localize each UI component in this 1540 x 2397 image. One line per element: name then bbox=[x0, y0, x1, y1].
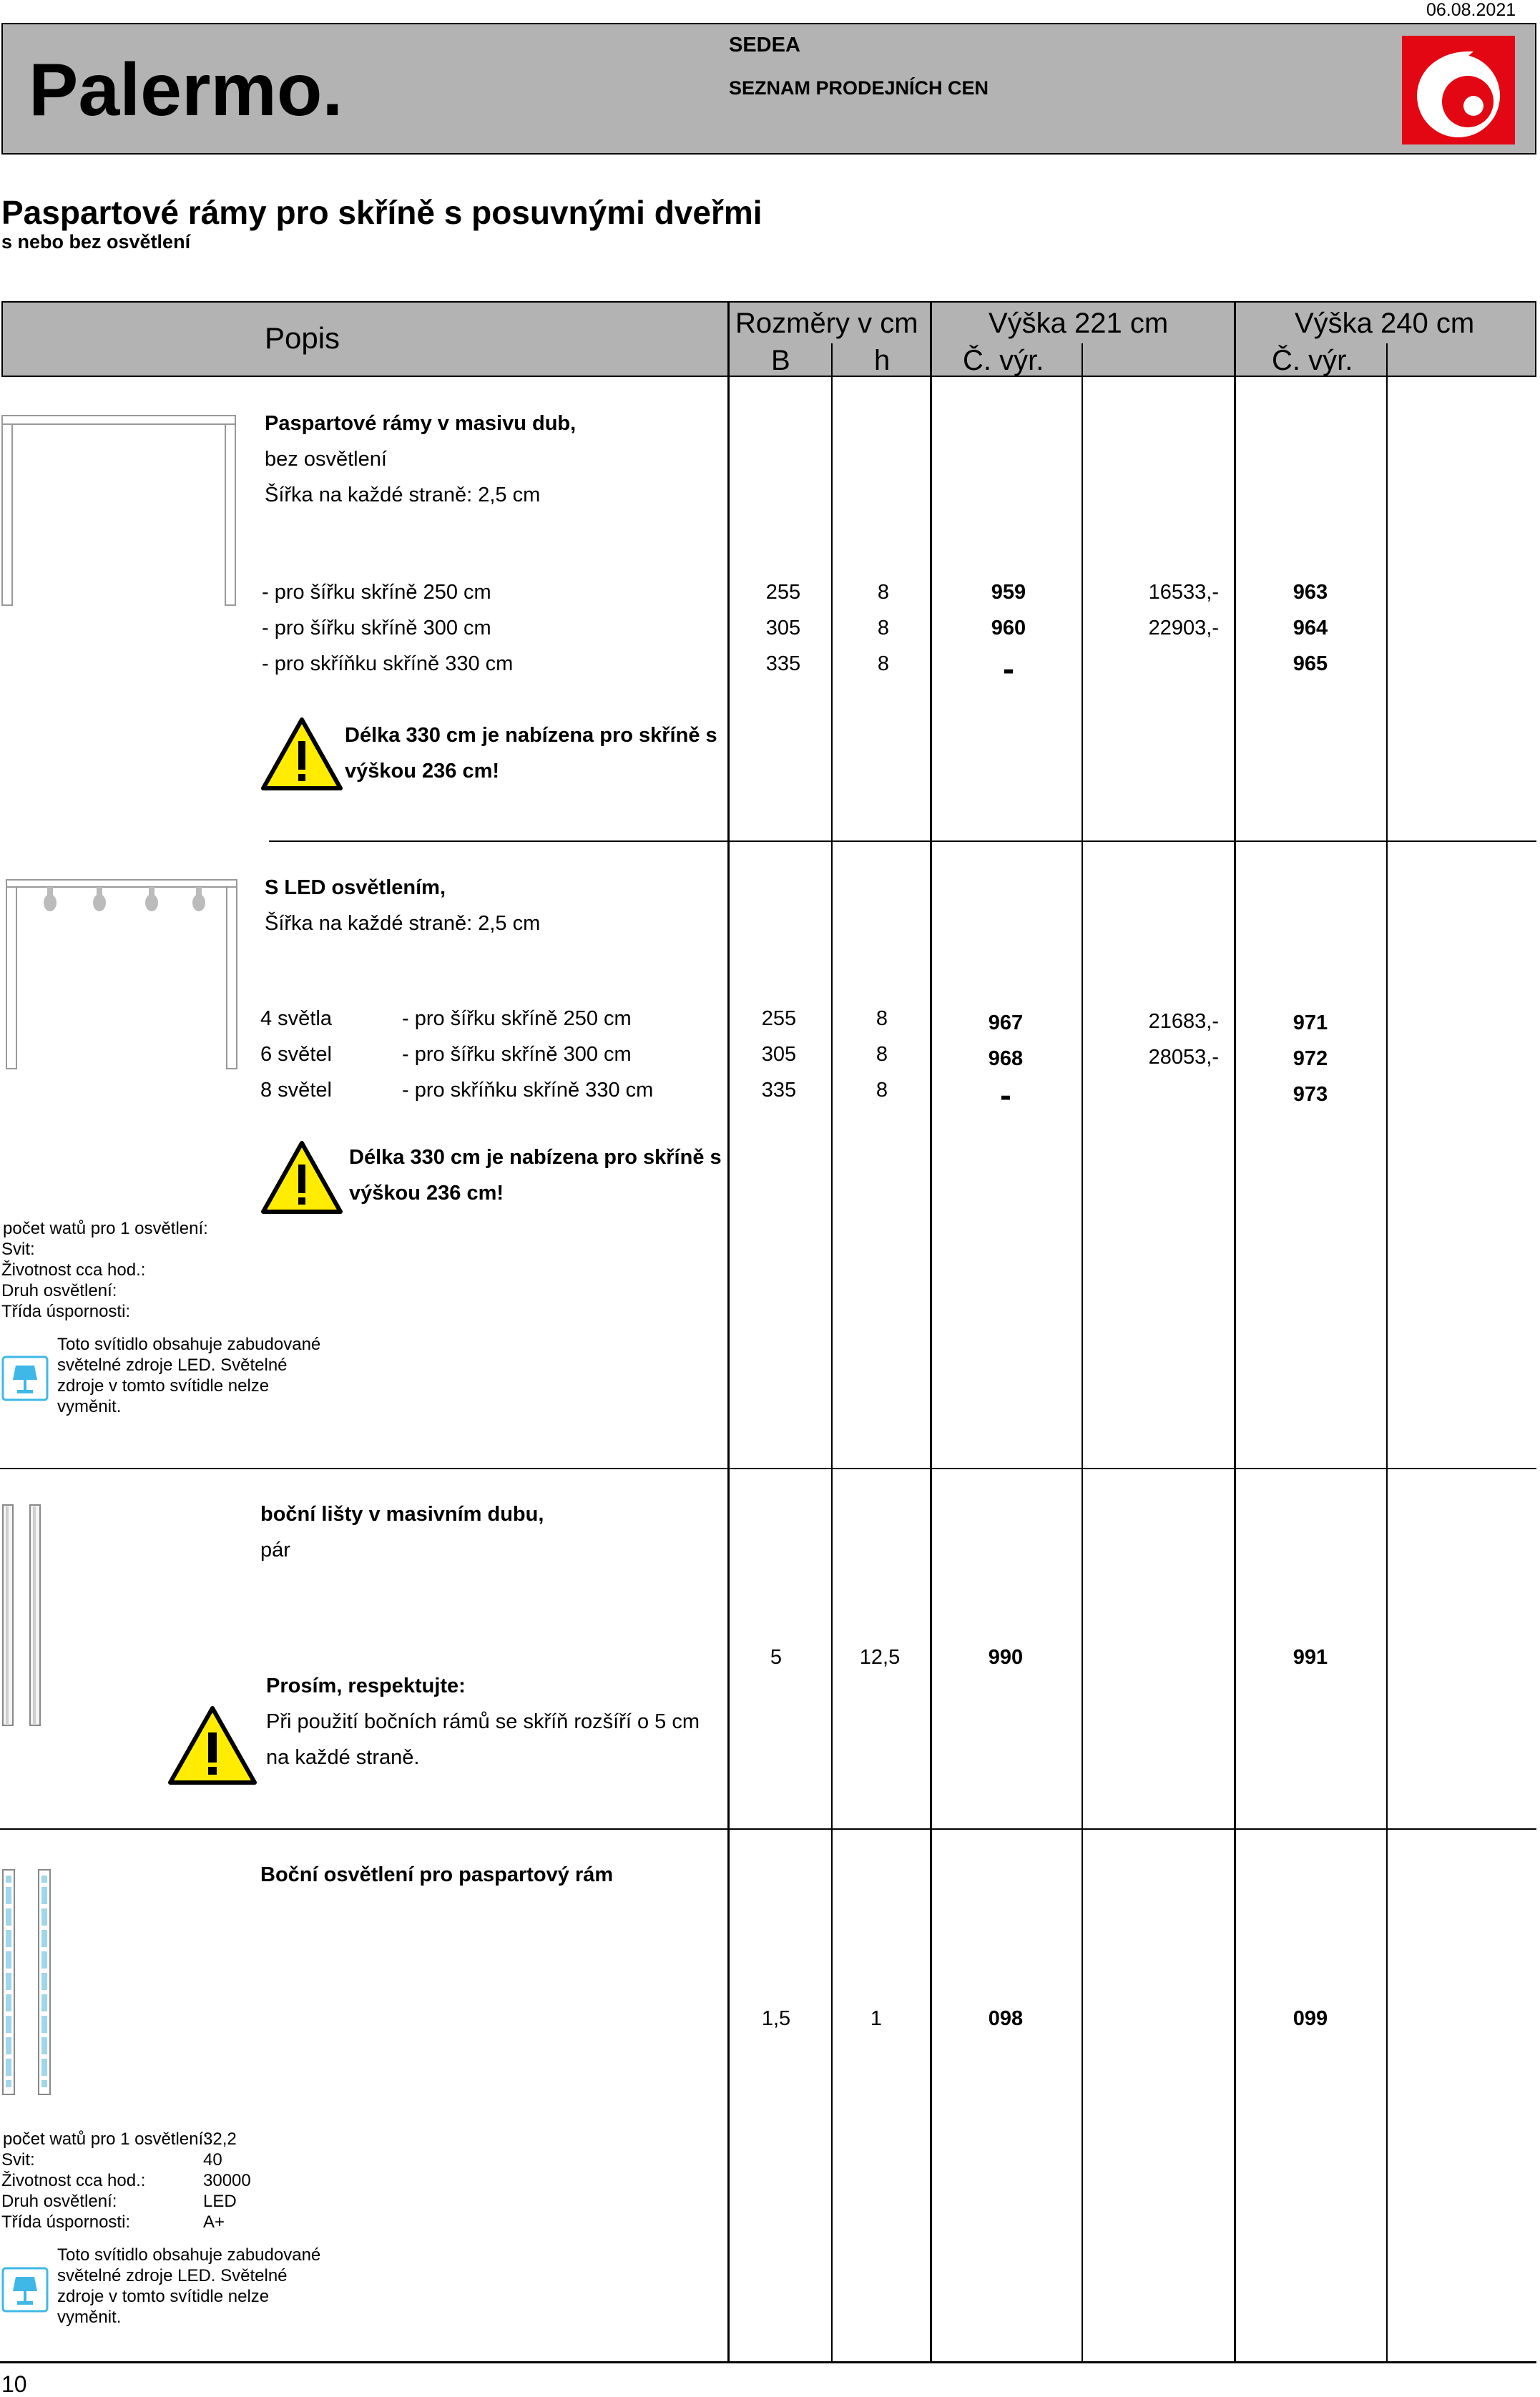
section3-desc: pár bbox=[260, 1539, 290, 1562]
led-note: světelné zdroje LED. Světelné bbox=[57, 2266, 288, 2285]
page-number: 10 bbox=[1, 2371, 27, 2397]
row-desc: - pro šířku skříně 250 cm bbox=[402, 1007, 632, 1030]
info-label: Druh osvětlení: bbox=[1, 1281, 117, 1300]
row-h: 8 bbox=[876, 1007, 888, 1030]
col-popis: Popis bbox=[265, 321, 340, 355]
row-h: 8 bbox=[876, 1079, 888, 1102]
header-divider bbox=[1234, 301, 1236, 377]
info-label: Třída úspornosti: bbox=[1, 1302, 131, 1321]
notice-text: na každé straně. bbox=[266, 1746, 420, 1769]
col-rozmery: Rozměry v cm bbox=[735, 308, 918, 339]
row-desc: - pro šířku skříně 250 cm bbox=[262, 581, 491, 604]
row-lights: 4 světla bbox=[260, 1007, 332, 1030]
row-b: 335 bbox=[765, 652, 801, 675]
col-cvyr-221: Č. výr. bbox=[963, 345, 1044, 376]
info-label: počet watů pro 1 osvětlení: bbox=[3, 1219, 208, 1238]
row-h: 8 bbox=[876, 1043, 888, 1066]
col-vyska240: Výška 240 cm bbox=[1295, 308, 1475, 339]
frame-image-no-light bbox=[1, 415, 237, 608]
row-price-221: 22903,- bbox=[1148, 617, 1219, 639]
row-b: 335 bbox=[761, 1079, 797, 1102]
row-art-221-na: - bbox=[1000, 1077, 1011, 1114]
led-note: zdroje v tomto svítidle nelze bbox=[57, 2287, 270, 2306]
row-h: 8 bbox=[877, 617, 890, 639]
row-art-221: 990 bbox=[988, 1646, 1024, 1669]
row-art-221: 098 bbox=[988, 2007, 1024, 2030]
row-art-240: 973 bbox=[1293, 1083, 1328, 1106]
led-note: zdroje v tomto svítidle nelze bbox=[57, 1376, 270, 1396]
row-lights: 8 světel bbox=[260, 1079, 332, 1102]
column-line bbox=[1082, 377, 1083, 2361]
info-value: A+ bbox=[203, 2212, 225, 2232]
row-price-221: 28053,- bbox=[1148, 1046, 1219, 1069]
section2-warning: Délka 330 cm je nabízena pro skříně s bbox=[349, 1146, 722, 1169]
section1-title: Paspartové rámy v masivu dub, bbox=[265, 412, 577, 435]
info-label: Životnost cca hod.: bbox=[1, 2171, 146, 2190]
lamp-icon bbox=[1, 1356, 49, 1401]
row-b: 305 bbox=[765, 617, 801, 639]
section1-warning: výškou 236 cm! bbox=[345, 760, 500, 783]
section1-warning: Délka 330 cm je nabízena pro skříně s bbox=[345, 724, 717, 747]
document-type: SEZNAM PRODEJNÍCH CEN bbox=[729, 77, 989, 99]
brand-title: Palermo. bbox=[29, 49, 343, 132]
row-h: 8 bbox=[877, 581, 890, 604]
frame-image-led bbox=[6, 879, 239, 1071]
info-label: Svit: bbox=[1, 1240, 35, 1259]
table-bottom-line bbox=[0, 2361, 1536, 2363]
header-divider bbox=[1082, 343, 1083, 377]
row-art-240: 963 bbox=[1293, 581, 1328, 604]
row-art-240: 965 bbox=[1293, 652, 1328, 675]
row-lights: 6 světel bbox=[260, 1043, 332, 1066]
section1-desc: bez osvětlení bbox=[265, 448, 387, 471]
header-bar bbox=[1, 23, 1536, 155]
section4-title: Boční osvětlení pro paspartový rám bbox=[260, 1863, 614, 1886]
warning-icon bbox=[260, 1140, 343, 1215]
header-divider bbox=[1386, 343, 1388, 377]
column-line bbox=[930, 377, 932, 2361]
date: 06.08.2021 bbox=[1426, 0, 1516, 20]
row-desc: - pro šířku skříně 300 cm bbox=[262, 617, 491, 639]
notice-text: Při použití bočních rámů se skříň rozšíří o 5 cm bbox=[266, 1710, 700, 1733]
led-note: vyměnit. bbox=[57, 2308, 122, 2327]
row-h: 8 bbox=[877, 652, 890, 675]
row-art-240: 099 bbox=[1293, 2007, 1328, 2030]
column-line bbox=[727, 377, 730, 2361]
section2-warning: výškou 236 cm! bbox=[349, 1182, 504, 1205]
row-b: 255 bbox=[765, 581, 801, 604]
info-value: 32,2 bbox=[203, 2129, 237, 2149]
side-lighting-image bbox=[1, 1868, 59, 2097]
row-art-240: 991 bbox=[1293, 1646, 1328, 1669]
row-b: 5 bbox=[770, 1646, 783, 1669]
col-h: h bbox=[874, 345, 891, 376]
section1-width: Šířka na každé straně: 2,5 cm bbox=[265, 484, 541, 506]
info-value: 40 bbox=[203, 2150, 222, 2170]
info-label: Třída úspornosti: bbox=[1, 2212, 131, 2232]
header-divider bbox=[831, 343, 833, 377]
row-desc: - pro skříňku skříně 330 cm bbox=[262, 652, 514, 675]
info-value: LED bbox=[203, 2192, 237, 2211]
row-b: 305 bbox=[761, 1043, 797, 1066]
row-desc: - pro šířku skříně 300 cm bbox=[402, 1043, 632, 1066]
row-h: 12,5 bbox=[859, 1646, 901, 1669]
led-note: Toto svítidlo obsahuje zabudované bbox=[57, 1335, 321, 1354]
info-label: Svit: bbox=[1, 2150, 35, 2170]
row-art-240: 971 bbox=[1293, 1011, 1328, 1034]
section3-title: boční lišty v masivním dubu, bbox=[260, 1503, 544, 1526]
row-b: 1,5 bbox=[761, 2007, 791, 2030]
led-note: Toto svítidlo obsahuje zabudované bbox=[57, 2245, 321, 2265]
row-art-240: 972 bbox=[1293, 1047, 1328, 1070]
led-note: vyměnit. bbox=[57, 1397, 122, 1416]
lamp-icon bbox=[1, 2267, 49, 2313]
section2-title: S LED osvětlením, bbox=[265, 876, 446, 899]
led-note: světelné zdroje LED. Světelné bbox=[57, 1356, 288, 1375]
company-logo bbox=[1402, 36, 1515, 144]
side-strips-image bbox=[1, 1504, 44, 1730]
info-label: Druh osvětlení: bbox=[1, 2192, 117, 2211]
row-separator bbox=[0, 1828, 1536, 1830]
row-art-221: 968 bbox=[988, 1047, 1024, 1070]
column-line bbox=[1234, 377, 1236, 2361]
page-title: Paspartové rámy pro skříně s posuvnými dveřmi bbox=[1, 194, 762, 231]
row-b: 255 bbox=[761, 1007, 797, 1030]
row-separator bbox=[0, 1468, 1536, 1469]
row-h: 1 bbox=[870, 2007, 883, 2030]
info-value: 30000 bbox=[203, 2171, 251, 2190]
header-divider bbox=[930, 301, 932, 377]
row-art-221: 960 bbox=[991, 617, 1026, 639]
col-cvyr-240: Č. výr. bbox=[1272, 345, 1353, 376]
page-subtitle: s nebo bez osvětlení bbox=[1, 231, 191, 253]
row-art-221: 967 bbox=[988, 1011, 1024, 1034]
row-separator bbox=[269, 840, 1536, 842]
info-label: počet watů pro 1 osvětlení: bbox=[3, 2129, 208, 2149]
notice-title: Prosím, respektujte: bbox=[266, 1675, 466, 1697]
row-price-221: 21683,- bbox=[1148, 1010, 1219, 1033]
col-vyska221: Výška 221 cm bbox=[989, 308, 1169, 339]
row-art-221-na: - bbox=[1003, 650, 1014, 688]
section2-width: Šířka na každé straně: 2,5 cm bbox=[265, 912, 541, 935]
row-price-221: 16533,- bbox=[1148, 581, 1219, 604]
column-line bbox=[831, 377, 833, 2361]
row-art-221: 959 bbox=[991, 581, 1026, 604]
row-desc: - pro skříňku skříně 330 cm bbox=[402, 1079, 654, 1102]
row-art-240: 964 bbox=[1293, 617, 1328, 639]
warning-icon bbox=[260, 717, 343, 791]
company-name: SEDEA bbox=[729, 34, 800, 57]
info-label: Životnost cca hod.: bbox=[1, 1260, 146, 1280]
col-b: B bbox=[771, 345, 790, 376]
warning-icon bbox=[167, 1705, 258, 1785]
column-line bbox=[1386, 377, 1388, 2361]
table-header bbox=[1, 301, 1536, 377]
header-divider bbox=[727, 301, 730, 377]
